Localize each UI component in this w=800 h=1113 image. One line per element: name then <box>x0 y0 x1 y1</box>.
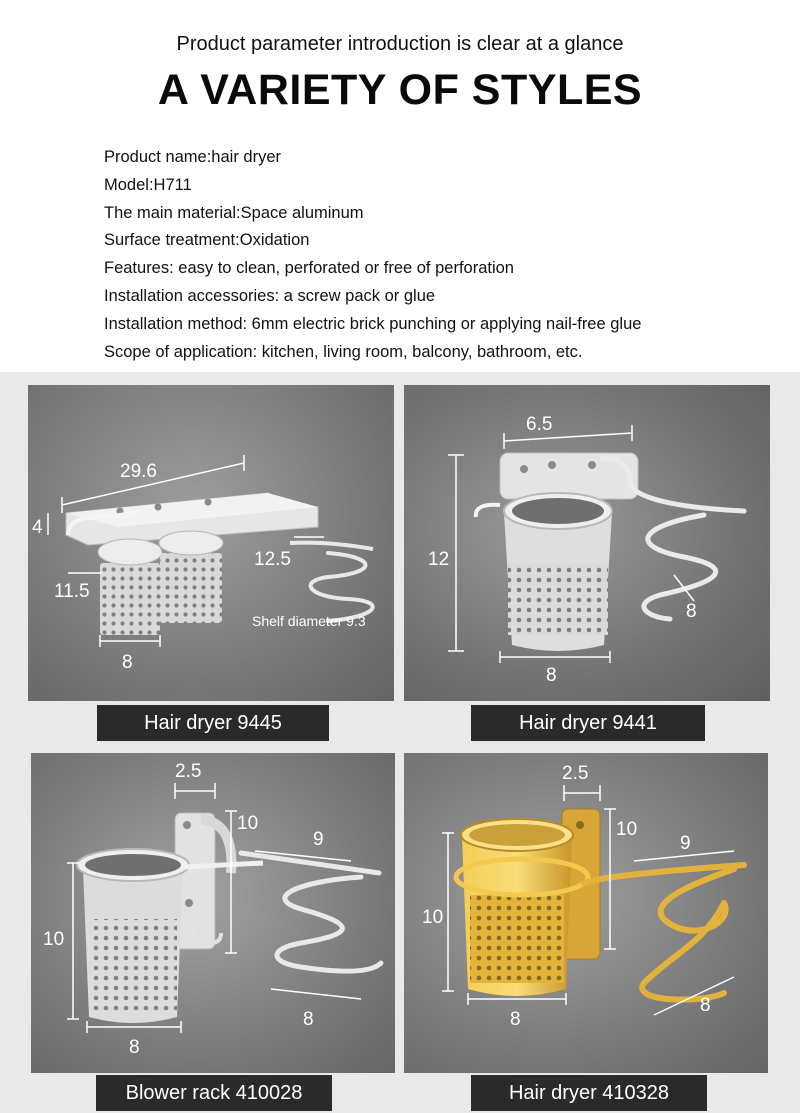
header <box>0 0 800 372</box>
product-photo-410028 <box>31 753 395 1073</box>
dim-label-length: 29.6 <box>120 461 157 482</box>
dim-label-height: 12 <box>428 549 450 570</box>
dim-label-height: 4 <box>32 517 43 538</box>
param-material: The main material:Space aluminum <box>104 203 364 222</box>
dim-label-cup: 8 <box>129 1037 140 1058</box>
product-label-410328: Hair dryer 410328 <box>471 1075 707 1111</box>
dim-label-coil: 8 <box>686 601 697 622</box>
dim-label-cup: 8 <box>510 1009 521 1030</box>
product-label-9445: Hair dryer 9445 <box>97 705 329 741</box>
dim-label-height: 10 <box>43 929 65 950</box>
param-surface: Surface treatment:Oxidation <box>104 231 310 250</box>
param-installation: Installation method: 6mm electric brick punching or applying nail-free glue <box>104 314 642 333</box>
dim-label-depth: 11.5 <box>54 581 90 602</box>
parameter-list <box>104 144 784 366</box>
product-label-9441: Hair dryer 9441 <box>471 705 705 741</box>
param-accessories: Installation accessories: a screw pack or glue <box>104 286 436 305</box>
page-title: A VARIETY OF STYLES <box>157 66 643 114</box>
param-model: Model:H711 <box>104 175 192 194</box>
param-features: Features: easy to clean, perforated or free of perforation <box>104 259 514 278</box>
dim-label-width: 6.5 <box>526 414 553 435</box>
dim-label-arm: 9 <box>680 833 691 854</box>
rack-illustration-9445 <box>28 385 394 701</box>
dim-label-bracket: 2.5 <box>562 763 589 784</box>
param-scope: Scope of application: kitchen, living room, balcony, bathroom, etc. <box>104 342 583 361</box>
dim-label-arm: 9 <box>313 829 324 850</box>
page-subtitle: Product parameter introduction is clear at a glance <box>176 33 624 55</box>
dim-label-arm: 12.5 <box>254 549 291 570</box>
product-photo-9445 <box>28 385 394 701</box>
dim-label-cup: 8 <box>546 665 557 686</box>
product-photo-9441 <box>404 385 770 701</box>
dim-label-bracket: 2.5 <box>175 761 202 782</box>
product-label-410028: Blower rack 410028 <box>96 1075 332 1111</box>
param-product-name: Product name:hair dryer <box>104 148 281 166</box>
shelf-diameter-note: Shelf diameter 9.3 <box>252 613 366 629</box>
product-gallery <box>0 372 800 1113</box>
product-photo-410328 <box>404 753 768 1073</box>
dim-label-coil: 8 <box>700 995 711 1016</box>
dim-label-height: 10 <box>422 907 444 928</box>
rack-illustration-410328 <box>404 753 768 1073</box>
dim-label-plate: 10 <box>616 819 638 840</box>
dim-label-plate: 10 <box>237 813 259 834</box>
dim-label-cup: 8 <box>122 652 133 673</box>
rack-illustration-410028 <box>31 753 395 1073</box>
rack-illustration-9441 <box>404 385 770 701</box>
dim-label-coil: 8 <box>303 1009 314 1030</box>
